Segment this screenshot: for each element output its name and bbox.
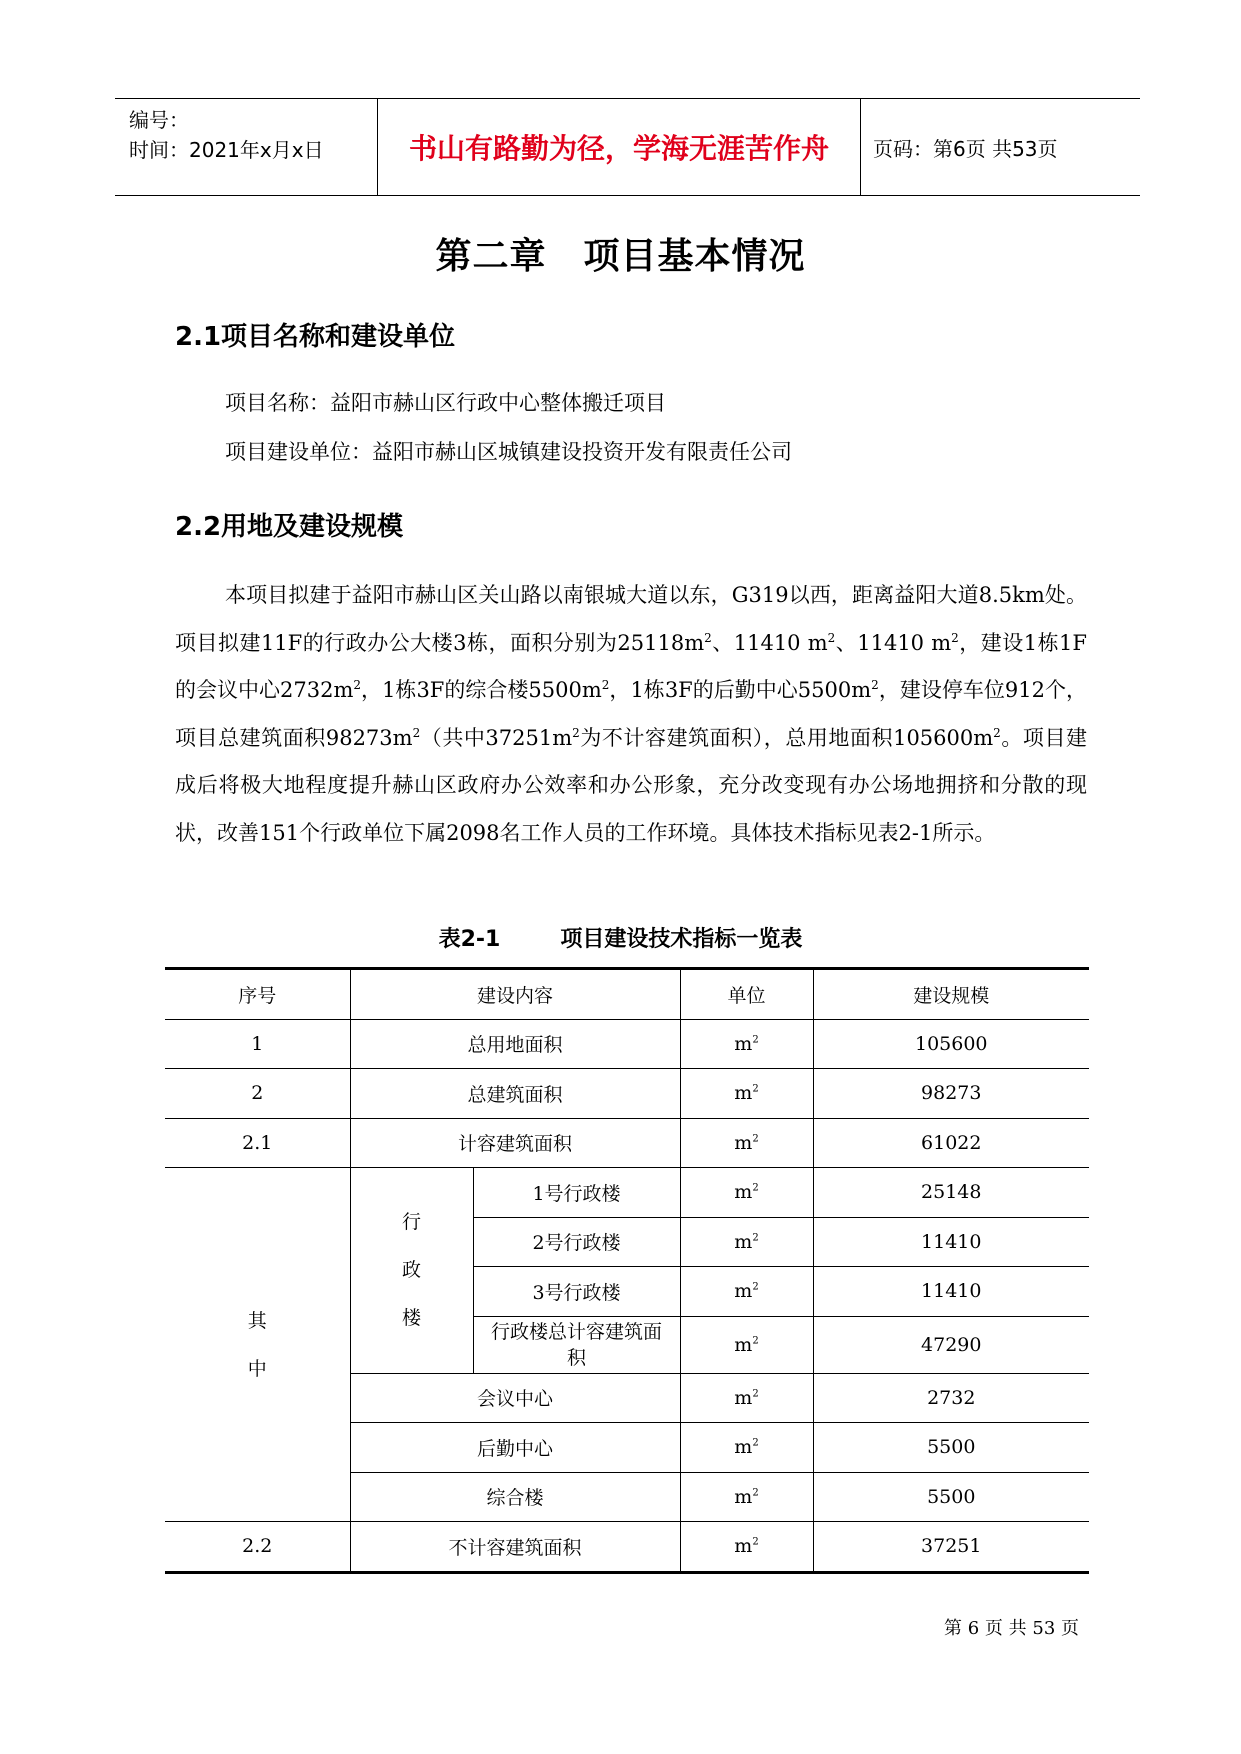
table-row [165,1019,1089,1069]
cell-unit: $m^2$ [680,1019,813,1069]
header-cell-unit: 单位 [680,969,813,1020]
cell-value: 5500 [813,1472,1089,1522]
project-unit-line: 项目建设单位：益阳市赫山区城镇建设投资开发有限责任公司 [225,440,792,464]
table-row [165,1522,1089,1573]
cell-content: 不计容建筑面积 [350,1522,680,1573]
table-caption-title: 项目建设技术指标一览表 [560,927,803,952]
page-header [115,98,1140,196]
cell-value: 25148 [813,1168,1089,1218]
table-header-row [165,969,1089,1020]
header-page-info: 页码：第6页 共53页 [873,136,1058,161]
paragraph-text-segment: 为不计容建筑面积），总用地面积105600m [579,725,994,750]
section-heading-2-2: 2.2用地及建设规模 [175,512,404,542]
cell-no: 2 [165,1069,350,1119]
cell-value: 98273 [813,1069,1089,1119]
cell-unit: $m^2$ [680,1069,813,1119]
cell-unit: $m^2$ [680,1423,813,1473]
cell-unit: $m^2$ [680,1168,813,1218]
cell-value: 5500 [813,1423,1089,1473]
table-row [165,1118,1089,1168]
cell-unit: $m^2$ [680,1118,813,1168]
header-meta [115,99,378,195]
superscript: 2 [353,678,362,692]
cell-no: 2.2 [165,1522,350,1573]
page-footer: 第 6 页 共 53 页 [944,1618,1079,1639]
cell-content: 3号行政楼 [473,1267,680,1317]
cell-content: 行政楼总计容建筑面积 [473,1316,680,1373]
cell-value: 2732 [813,1373,1089,1423]
paragraph-text-segment: 、11410 m [711,630,828,655]
header-time: 时间：2021年x月x日 [129,138,324,162]
cell-content: 2号行政楼 [473,1217,680,1267]
cell-content: 总用地面积 [350,1019,680,1069]
cell-unit: $m^2$ [680,1373,813,1423]
cell-content: 会议中心 [350,1373,680,1423]
paragraph-text-segment: （共中37251m [420,725,573,750]
cell-value: 47290 [813,1316,1089,1373]
header-cell-scale: 建设规模 [813,969,1089,1020]
paragraph-text-segment: 、11410 m [835,630,952,655]
cell-unit: $m^2$ [680,1217,813,1267]
chapter-title: 第二章 项目基本情况 [435,236,806,277]
paragraph-text-segment: ，建设停车位912个，项目总建筑面积98273m [175,678,1087,750]
superscript: 2 [704,630,712,645]
superscript: 2 [412,725,421,740]
cell-content: 计容建筑面积 [350,1118,680,1168]
cell-content: 总建筑面积 [350,1069,680,1119]
superscript: 2 [993,725,1001,740]
cell-no: 1 [165,1019,350,1069]
table-row [165,1168,1089,1218]
paragraph-text-segment: ，1栋3F的后勤中心5500m [609,678,872,702]
paragraph-text-segment: 本项目拟建于益阳市赫山区关山路以南银城大道以东，G319以西，距离益阳大道8.5km处。项目拟建11F的行政办公大楼3栋，面积分别为25118m [175,583,1087,655]
cell-value: 105600 [813,1019,1089,1069]
cell-unit: $m^2$ [680,1316,813,1373]
table-caption-number: 表2-1 [438,927,501,952]
table-caption [0,922,1241,953]
cell-value: 11410 [813,1267,1089,1317]
superscript: 2 [951,630,959,645]
cell-content: 后勤中心 [350,1423,680,1473]
project-name-line: 项目名称：益阳市赫山区行政中心整体搬迁项目 [225,391,666,415]
header-motto: 书山有路勤为径，学海无涯苦作舟 [378,99,861,195]
cell-unit: $m^2$ [680,1522,813,1573]
header-number: 编号： [129,108,189,132]
superscript: 2 [572,725,580,740]
cell-value: 37251 [813,1522,1089,1573]
cell-value: 61022 [813,1118,1089,1168]
paragraph-text-segment: ，建设1栋1F的会议中心2732m [175,630,1087,702]
table-row [165,1069,1089,1119]
superscript: 2 [601,678,610,692]
cell-unit: $m^2$ [680,1267,813,1317]
superscript: 2 [827,630,836,645]
scale-paragraph [175,572,1087,857]
group-label-cell: 其 中 [165,1168,350,1522]
cell-content: 综合楼 [350,1472,680,1522]
cell-unit: $m^2$ [680,1472,813,1522]
paragraph-text-segment: ，1栋3F的综合楼5500m [361,678,602,702]
section-heading-2-1: 2.1项目名称和建设单位 [175,322,456,352]
header-cell-content: 建设内容 [350,969,680,1020]
cell-content: 1号行政楼 [473,1168,680,1218]
indicator-table [165,967,1089,1574]
cell-no: 2.1 [165,1118,350,1168]
cell-value: 11410 [813,1217,1089,1267]
sub-group-label-cell: 行 政 楼 [350,1168,473,1374]
paragraph-text-segment: 。项目建成后将极大地程度提升赫山区政府办公效率和办公形象，充分改变现有办公场地拥挤和分散的现状，改善151个行政单位下属2098名工作人员的工作环境。具体技术指标见表2-1所示。 [175,725,1088,845]
header-cell-no: 序号 [165,969,350,1020]
superscript: 2 [871,678,879,692]
